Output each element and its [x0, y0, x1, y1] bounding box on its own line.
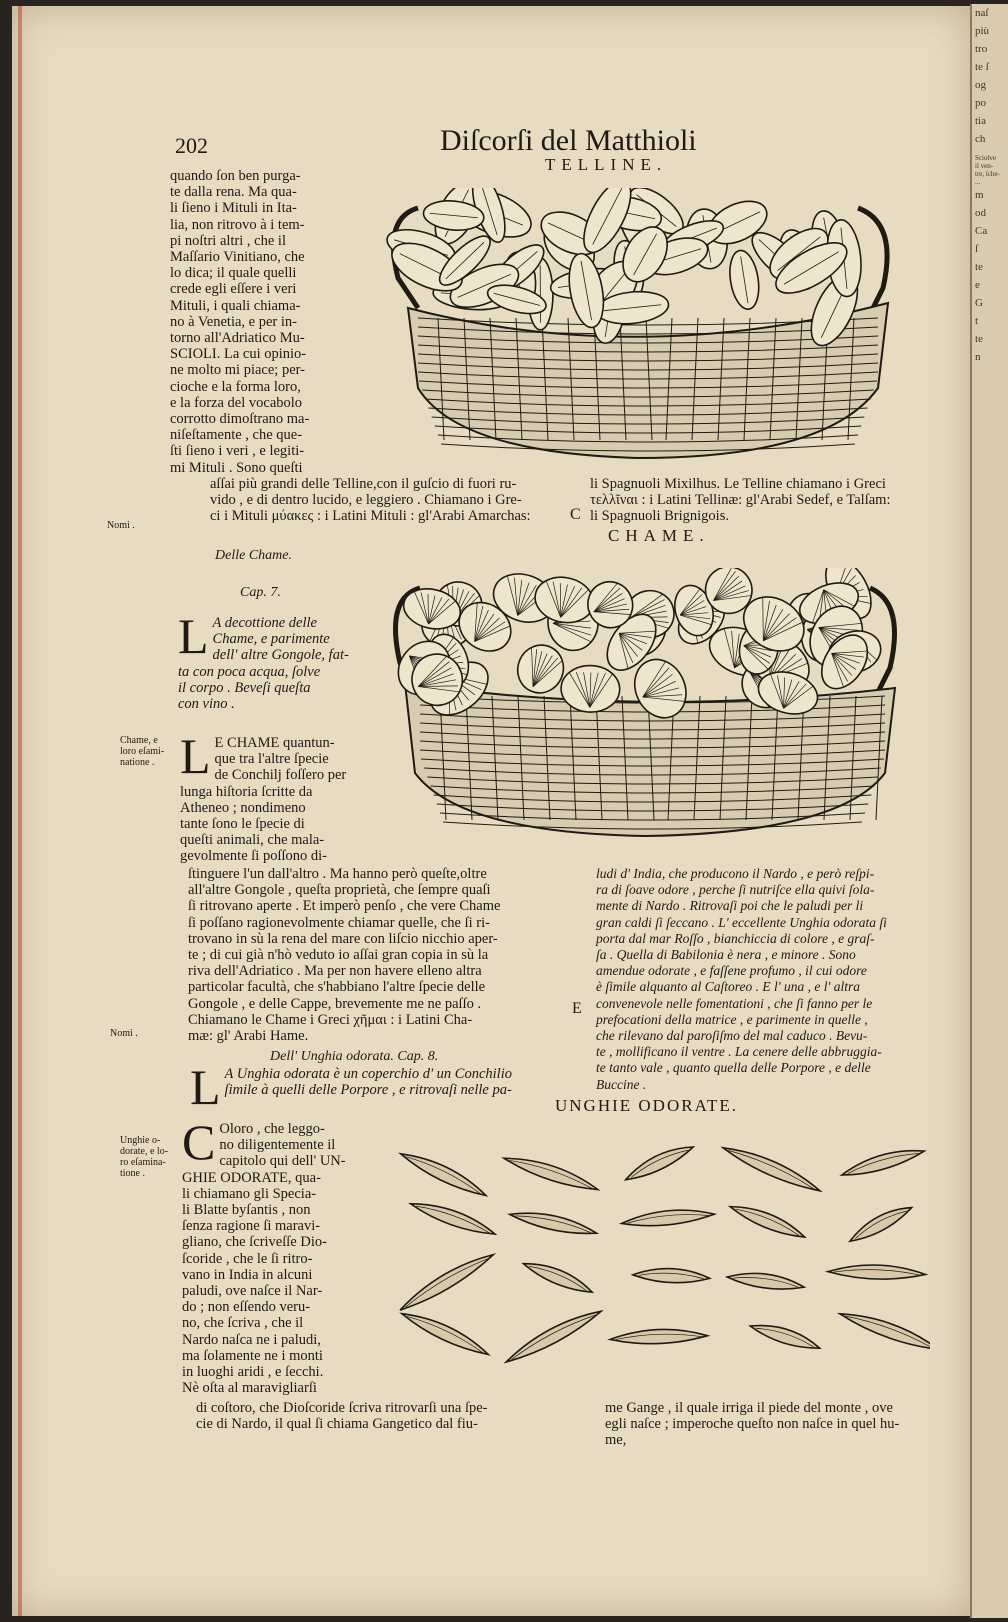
- adjacent-page-text: Ca: [975, 225, 988, 237]
- text-line: Oloro , che leggo-: [219, 1121, 325, 1137]
- dropcap-c: C: [182, 1114, 216, 1170]
- text-line: ſcoride , che le ſi ritro-: [182, 1250, 313, 1267]
- text-line: tante ſono le ſpecie di: [180, 816, 305, 833]
- adjacent-page-text: tro: [975, 43, 988, 55]
- page-number: 202: [175, 133, 208, 158]
- text-block-chame-dioscorides: [178, 608, 358, 713]
- adjacent-page-text: e: [975, 279, 980, 291]
- text-line: mente di Nardo . Ritrovaſi poi che le paludi per li: [596, 898, 864, 914]
- text-block-telline-names-left: [210, 476, 570, 525]
- margin-note-unghie-esame: [120, 1135, 180, 1179]
- margin-note-nomi-1: Nomi .: [107, 520, 135, 531]
- adjacent-page-text: te ſ: [975, 61, 989, 73]
- text-line: ſimile à quelli delle Porpore , e ritrovaſi nelle pa-: [224, 1082, 512, 1099]
- text-line: ta con poca acqua, ſolve: [178, 663, 321, 680]
- running-title: Diſcorſi del Matthioli: [440, 124, 697, 157]
- text-line: gliano, che ſcriveſſe Dio-: [182, 1234, 327, 1251]
- text-block-telline-names-right: [590, 476, 960, 525]
- marker-c: C: [570, 506, 581, 523]
- text-line: lunga hiſtoria ſcritte da: [180, 783, 313, 800]
- text-line: me Gange , il quale irriga il piede del monte , ove: [605, 1400, 893, 1416]
- text-line: dorate, e lo-: [120, 1146, 169, 1157]
- text-line: con vino .: [178, 696, 235, 713]
- text-line: che rilevano dal paroſiſmo del mal caduco . Bevu-: [596, 1028, 868, 1044]
- text-line: di coſtoro, che Dioſcoride ſcriva ritrovarſi una ſpe-: [196, 1400, 488, 1416]
- adjacent-page-text: te: [975, 333, 983, 345]
- dropcap-l-3: L: [190, 1059, 221, 1115]
- text-line: Gongole , e delle Cappe, brevemente me ne paſſo .: [188, 995, 482, 1012]
- page-edge-stain: [18, 6, 22, 1616]
- adjacent-page-text: te: [975, 261, 983, 273]
- text-line: ſtinguere l'un dall'altro . Ma hanno però queſte,oltre: [188, 866, 487, 882]
- text-line: in luoghi aridi , e ſecchi.: [182, 1364, 324, 1381]
- text-line: egli naſce ; imperoche queſto non naſce in quel hu-: [605, 1416, 900, 1433]
- text-line: te tanto vale , quanto quella delle Porpore , e delle: [596, 1060, 871, 1076]
- adjacent-page-edge: [970, 4, 1008, 1618]
- chapter-number-chame: Cap. 7.: [240, 585, 281, 600]
- text-line: ro eſamina-: [120, 1157, 166, 1168]
- text-line: prefocationi della matrice , e parimente in quelle ,: [596, 1011, 868, 1027]
- text-line: amendue odorate , e faſſene profumo , il cui odore: [596, 963, 867, 979]
- text-block-chame-commentary-wide: [188, 866, 568, 1044]
- text-line: ci i Mituli μύακες : i Latini Mituli : gl'Arabi Amarchas:: [210, 508, 531, 525]
- text-line: loro eſami-: [120, 746, 165, 757]
- chapter-title-unghia: Dell' Unghia odorata. Cap. 8.: [270, 1049, 439, 1064]
- text-line: ne molto mi piace; per-: [170, 362, 305, 379]
- text-line: Chame, e: [120, 735, 158, 746]
- text-line: natione .: [120, 757, 155, 768]
- text-line: te , mollificano il ventre . La cenere delle abbruggia-: [596, 1044, 882, 1060]
- text-line: A decottione delle: [212, 615, 317, 631]
- text-line: τελλῖναι : i Latini Tellinæ: gl'Arabi Sedef, e Talſam:: [590, 492, 891, 509]
- text-line: te ; di cui già n'hò veduto io aſſai gran copia in sù la: [188, 947, 489, 964]
- text-line: de Conchilj foſſero per: [214, 767, 347, 784]
- text-line: SCIOLI. La cui opinio-: [170, 346, 307, 363]
- text-line: ra di ſoave odore , perche ſi nutriſce ella quivi ſola-: [596, 882, 875, 898]
- text-line: dell' altre Gongole, fat-: [212, 647, 349, 664]
- text-line: lia, non ritrovo à i tem-: [170, 216, 305, 233]
- text-line: gran caldi ſi ſeccano . L' eccellente Unghia odorata ſi: [596, 914, 887, 930]
- text-line: Maſſario Vinitiano, che: [170, 249, 305, 266]
- margin-note-chame-esame: [120, 735, 180, 768]
- text-line: crede egli eſſere i veri: [170, 281, 297, 298]
- section-title-unghie: UNGHIE ODORATE.: [555, 1096, 738, 1115]
- adjacent-page-text: po: [975, 97, 986, 109]
- text-line: ſi poſſano ragionevolmente chiamar quelle, che ſi ri-: [188, 914, 490, 931]
- text-line: Buccine .: [596, 1076, 647, 1092]
- adjacent-page-margin-note: [972, 154, 1008, 186]
- text-line: cie di Nardo, il qual ſi chiama Gangetico dal fiu-: [196, 1416, 478, 1433]
- text-line: te dalla rena. Ma qua-: [170, 184, 297, 201]
- text-line: ma ſolamente ne i monti: [182, 1347, 323, 1364]
- text-line: Sciolve: [975, 154, 996, 162]
- text-line: no, che ſcriva , che il: [182, 1315, 304, 1332]
- text-block-chame-commentary: [180, 728, 380, 865]
- text-line: Unghie o-: [120, 1135, 161, 1146]
- text-line: A Unghia odorata è un coperchio d' un Conchilio: [224, 1066, 512, 1082]
- text-line: cioche e la forma loro,: [170, 378, 301, 395]
- text-line: all'altre Gongole , queſta proprietà, che ſempre quaſi: [188, 882, 491, 899]
- adjacent-page-text: n: [975, 351, 981, 363]
- telline-basket-illustration: [378, 188, 913, 463]
- text-line: mi Mituli . Sono queſti: [170, 459, 303, 476]
- text-line: convenevole nelle fomentationi , che ſi fanno per le: [596, 995, 873, 1011]
- text-line: li Spagnuoli Brignigois.: [590, 508, 729, 525]
- text-line: Chame, e parimente: [212, 631, 330, 648]
- text-line: E CHAME quantun-: [214, 735, 335, 751]
- text-line: torno all'Adriatico Mu-: [170, 330, 305, 347]
- text-line: vano in India in alcuni: [182, 1266, 313, 1283]
- dropcap-l-2: L: [180, 728, 211, 784]
- text-line: ſti ſieno i veri , e legiti-: [170, 443, 305, 460]
- text-line: Atheneo ; nondimeno: [180, 799, 306, 816]
- margin-note-nomi-2: Nomi .: [110, 1028, 138, 1039]
- text-line: mæ: gl' Arabi Hame.: [188, 1028, 309, 1045]
- text-line: li Spagnuoli Mixilhus. Le Telline chiamano i Greci: [590, 476, 886, 492]
- text-line: ſi ritrovano aperte . Et imperò penſo , che vere Chame: [188, 898, 501, 915]
- text-line: vido , e di dentro lucido, e leggiero . Chiamano i Gre-: [210, 492, 522, 509]
- text-line: particolar facultà, che s'habbiano l'altre ſpecie delle: [188, 979, 486, 996]
- text-line: è ſimile alquanto al Caſtoreo . E l' una , e l' altra: [596, 979, 861, 995]
- adjacent-page-text: m: [975, 189, 984, 201]
- section-title-chame: CHAME.: [608, 526, 710, 545]
- text-line: Mituli, i quali chiama-: [170, 297, 301, 314]
- adjacent-page-text: og: [975, 79, 986, 91]
- adjacent-page-text: naſ: [975, 7, 989, 19]
- text-line: corrotto dimoſtrano ma-: [170, 411, 310, 428]
- section-title-telline: TELLINE.: [545, 155, 668, 174]
- text-block-unghia-dioscorides: [190, 1059, 570, 1115]
- unghie-odorate-illustration: [395, 1140, 930, 1370]
- text-line: tre, ſche-: [975, 170, 1000, 178]
- chapter-title-chame: Delle Chame.: [215, 548, 292, 563]
- text-line: que tra l'altre ſpecie: [214, 751, 329, 768]
- dropcap-l: L: [178, 608, 209, 664]
- text-line: me,: [605, 1432, 627, 1449]
- text-line: gevolmente ſi poſſono di-: [180, 848, 327, 865]
- text-block-bottom-left: [196, 1400, 576, 1432]
- text-line: aſſai più grandi delle Telline,con il guſcio di fuori ru-: [210, 476, 517, 492]
- text-line: e la forza del vocabolo: [170, 394, 303, 411]
- text-line: il corpo . Beveſi queſta: [178, 679, 311, 696]
- adjacent-page-text: tia: [975, 115, 986, 127]
- text-line: Nè oſta al maravigliarſi: [182, 1380, 317, 1397]
- text-line: capitolo qui dell' UN-: [219, 1153, 346, 1170]
- text-line: trovano in sù la rena del mare con liſcio nicchio aper-: [188, 930, 498, 947]
- text-block-unghia-right: [596, 866, 956, 1093]
- text-line: li ſieno i Mituli in Ita-: [170, 200, 297, 217]
- text-line: quando ſon ben purga-: [170, 168, 301, 184]
- text-line: Chiamano le Chame i Greci χῆμαι : i Latini Cha-: [188, 1011, 473, 1028]
- text-line: ſenza ragione ſi maravi-: [182, 1218, 321, 1235]
- text-line: pi noſtri altri , che il: [170, 232, 286, 249]
- marker-e: E: [572, 1000, 582, 1017]
- text-line: no diligentemente il: [219, 1137, 336, 1154]
- text-block-bottom-right: [605, 1400, 955, 1449]
- text-line: paludi, ove naſce il Nar-: [182, 1283, 323, 1300]
- text-line: li chiamano gli Specia-: [182, 1185, 317, 1202]
- text-line: no à Venetia, e per in-: [170, 313, 297, 330]
- adjacent-page-text: t: [975, 315, 979, 327]
- text-line: porta dal mar Roſſo , bianchiccia di colore , e graſ-: [596, 930, 875, 946]
- adjacent-page-text: ſ: [975, 243, 979, 255]
- text-line: queſti animali, che mala-: [180, 832, 325, 849]
- text-line: tione .: [120, 1168, 145, 1179]
- text-line: ludi d' India, che producono il Nardo , e però reſpi-: [596, 866, 875, 881]
- adjacent-page-text: più: [975, 25, 990, 37]
- text-line: lo dica; il quale quelli: [170, 265, 297, 282]
- text-line: riva dell'Adriatico . Ma per non havere elleno altra: [188, 963, 482, 980]
- adjacent-page-text: ch: [975, 133, 986, 145]
- text-block-mituli: [170, 168, 380, 476]
- text-line: li Blatte byſantis , non: [182, 1202, 311, 1219]
- text-line: ...: [975, 178, 981, 186]
- text-line: il ven-: [975, 162, 994, 170]
- text-block-unghie-commentary: [182, 1114, 372, 1397]
- adjacent-page-text: od: [975, 207, 986, 219]
- text-line: do ; non eſſendo veru-: [182, 1299, 311, 1316]
- adjacent-page-text: G: [975, 297, 983, 309]
- text-line: ſa . Quella di Babilonia è nera , e minore . Sono: [596, 947, 856, 963]
- text-line: niſeſtamente , che que-: [170, 427, 303, 444]
- text-line: Nardo naſca ne i paludi,: [182, 1331, 321, 1348]
- chame-basket-illustration: [380, 568, 920, 843]
- text-line: GHIE ODORATE, qua-: [182, 1169, 321, 1186]
